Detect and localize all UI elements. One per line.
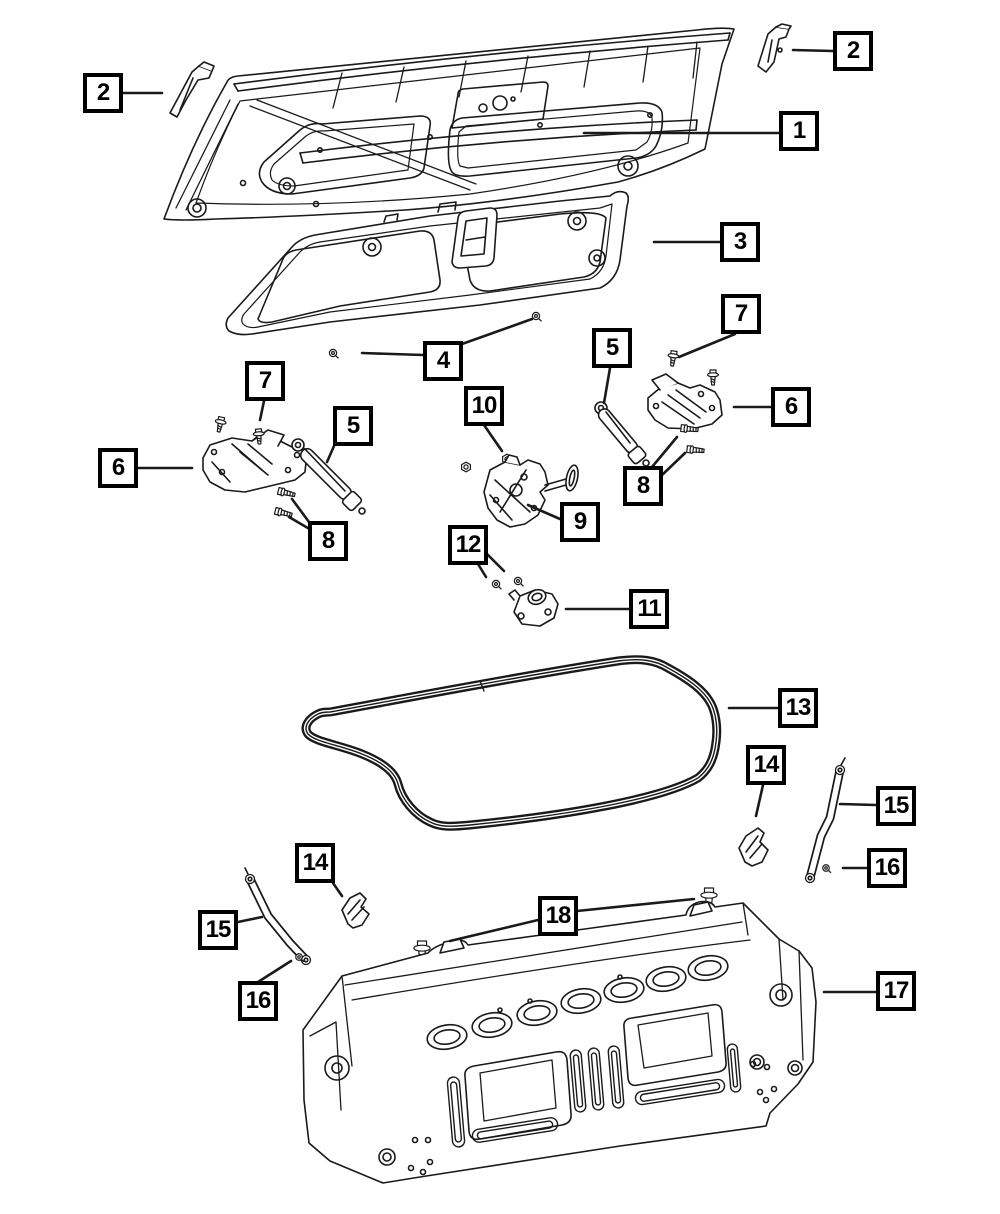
gas-prop-left-drawing [292,439,365,514]
callout-16-right: 16 [867,848,907,888]
gas-prop-right-drawing [595,402,649,466]
callout-6-right: 6 [771,387,811,427]
deck-lid-drawing [164,28,734,220]
weatherstrip-drawing [306,660,717,827]
leader-line [679,334,735,357]
striker-clip-icon [492,580,501,589]
callout-5-left: 5 [333,406,373,446]
callout-12: 12 [448,525,488,565]
callout-7-left: 7 [245,361,285,401]
leader-line [484,425,502,451]
leader-line [333,883,342,896]
wedge-left-drawing [342,893,369,928]
leader-line [577,899,694,911]
callout-8-left: 8 [308,521,348,561]
leader-line [462,319,532,344]
callout-1: 1 [779,111,819,151]
callout-18: 18 [538,896,578,936]
leader-line [661,453,685,476]
callout-14-left: 14 [295,843,335,883]
leader-line [258,961,291,982]
leader-line [238,917,262,922]
callout-13: 13 [778,688,818,728]
callout-11: 11 [629,589,669,629]
callout-15-left: 15 [198,910,238,950]
nut-icon [462,462,471,472]
callout-9: 9 [560,502,600,542]
callout-17: 17 [876,971,916,1011]
wedge-right-drawing [739,828,768,866]
screw-icon [213,416,227,433]
screw-icon [708,370,719,385]
callout-14-right: 14 [746,745,786,785]
callout-2-left: 2 [83,73,123,113]
hinge-left-drawing [203,430,307,492]
screw-icon [667,350,680,366]
leader-line [327,446,334,462]
strap-right-drawing [806,758,846,883]
callout-16-left: 16 [238,981,278,1021]
callout-10: 10 [464,386,504,426]
callout-8-right: 8 [623,466,663,506]
rear-body-panel-drawing [303,902,816,1183]
leader-line [793,50,833,51]
bolt-icon [277,487,295,499]
snap-clip-icon [532,312,541,321]
striker-clip-icon [514,577,523,586]
leader-line [362,353,423,355]
leader-line [604,368,610,403]
callout-2-right: 2 [833,31,873,71]
leader-line [260,401,264,420]
corner-cover-left-drawing [170,62,214,117]
leader-line [840,804,876,805]
callout-3: 3 [720,222,760,262]
clip-icon [823,865,831,873]
corner-cover-right-drawing [758,24,791,72]
callout-6-left: 6 [98,448,138,488]
striker-drawing [509,587,558,626]
callout-15-right: 15 [876,786,916,826]
leader-line [756,785,763,816]
leader-line [478,564,486,577]
bolt-icon [687,445,705,455]
leader-line [486,553,504,571]
leader-line [292,499,309,522]
callout-4: 4 [423,341,463,381]
callout-7-right: 7 [721,294,761,334]
snap-clip-icon [329,349,338,358]
callout-5-right: 5 [592,328,632,368]
